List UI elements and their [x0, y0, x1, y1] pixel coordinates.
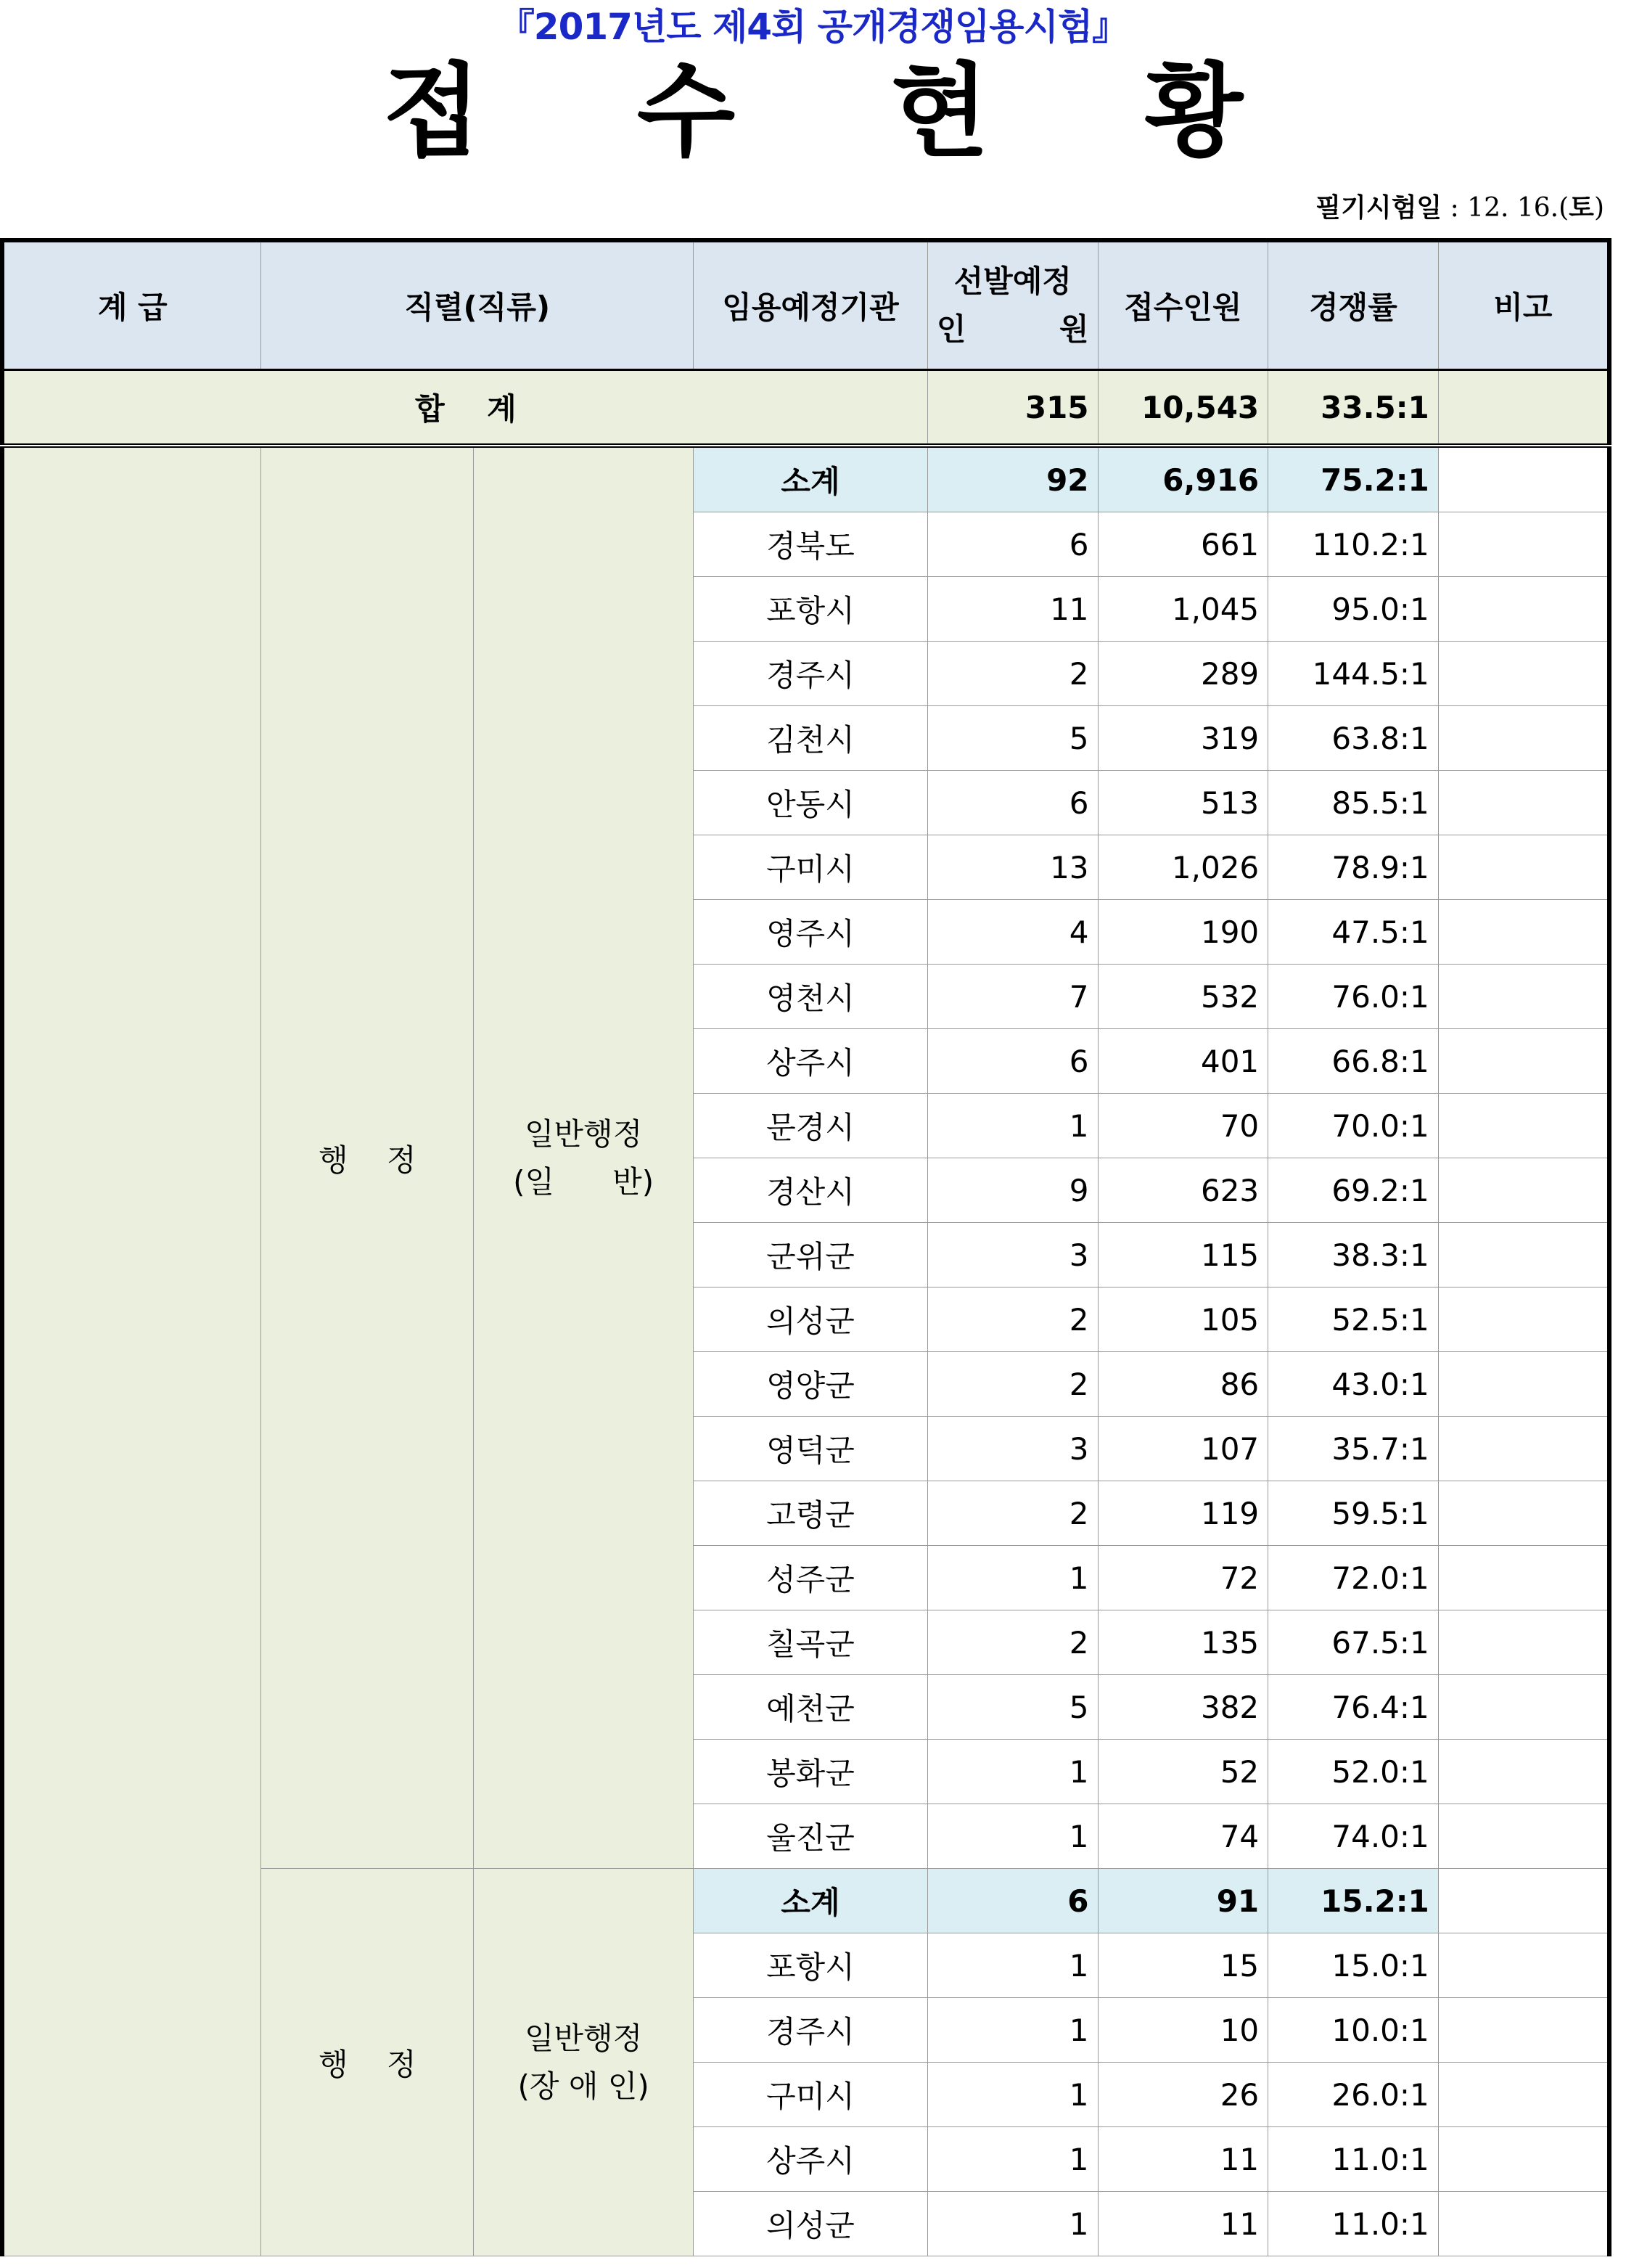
- total-remarks: [1438, 370, 1609, 446]
- agency-cell: 군위군: [694, 1223, 928, 1287]
- subtotal-label: 소계: [694, 446, 928, 512]
- applicants-cell: 135: [1098, 1610, 1268, 1675]
- remarks-cell: [1438, 2063, 1609, 2127]
- applicants-cell: 52: [1098, 1740, 1268, 1804]
- ratio-cell: 67.5:1: [1268, 1610, 1439, 1675]
- ratio-cell: 74.0:1: [1268, 1804, 1439, 1869]
- remarks-cell: [1438, 512, 1609, 577]
- planned-cell: 6: [927, 512, 1098, 577]
- ratio-cell: 43.0:1: [1268, 1352, 1439, 1417]
- planned-cell: 4: [927, 900, 1098, 965]
- ratio-cell: 38.3:1: [1268, 1223, 1439, 1287]
- applicants-cell: 382: [1098, 1675, 1268, 1740]
- ratio-cell: 78.9:1: [1268, 835, 1439, 900]
- col-header-remarks: 비고: [1438, 240, 1609, 370]
- document-title: [0, 53, 1626, 171]
- remarks-cell: [1438, 965, 1609, 1029]
- job-class-line1: 일반행정: [524, 1115, 643, 1152]
- col-header-position: 직렬(직류): [261, 240, 694, 370]
- remarks-cell: [1438, 1094, 1609, 1158]
- col-header-ratio: 경쟁률: [1268, 240, 1439, 370]
- agency-cell: 경주시: [694, 1998, 928, 2063]
- document-subtitle: 『2017년도 제4회 공개경쟁임용시험』: [498, 6, 1128, 48]
- applicants-cell: 115: [1098, 1223, 1268, 1287]
- agency-cell: 포항시: [694, 1933, 928, 1998]
- agency-cell: 상주시: [694, 1029, 928, 1094]
- series-cell: 행 정: [261, 446, 474, 1869]
- agency-cell: 영양군: [694, 1352, 928, 1417]
- exam-date-separator: :: [1442, 193, 1468, 223]
- agency-cell: 고령군: [694, 1481, 928, 1546]
- planned-cell: 3: [927, 1223, 1098, 1287]
- agency-cell: 영천시: [694, 965, 928, 1029]
- subtotal-remarks: [1438, 1869, 1609, 1933]
- job-class-line2: (일 반): [513, 1163, 654, 1200]
- remarks-cell: [1438, 1029, 1609, 1094]
- remarks-cell: [1438, 1933, 1609, 1998]
- remarks-cell: [1438, 577, 1609, 642]
- subtotal-applicants: 6,916: [1098, 446, 1268, 512]
- applicants-cell: 107: [1098, 1417, 1268, 1481]
- grade-cell: [2, 446, 261, 2256]
- remarks-cell: [1438, 642, 1609, 706]
- planned-cell: 11: [927, 577, 1098, 642]
- planned-cell: 1: [927, 1804, 1098, 1869]
- job-class-cell: [474, 1869, 694, 2256]
- table-header-row: [2, 240, 1609, 370]
- col-header-grade: 계 급: [2, 240, 261, 370]
- ratio-cell: 11.0:1: [1268, 2127, 1439, 2192]
- agency-cell: 의성군: [694, 1287, 928, 1352]
- remarks-cell: [1438, 1998, 1609, 2063]
- remarks-cell: [1438, 1481, 1609, 1546]
- ratio-cell: 63.8:1: [1268, 706, 1439, 771]
- total-row: [2, 370, 1609, 446]
- agency-cell: 울진군: [694, 1804, 928, 1869]
- col-header-planned-line1: 선발예정: [953, 263, 1072, 299]
- remarks-cell: [1438, 1546, 1609, 1610]
- agency-cell: 김천시: [694, 706, 928, 771]
- applicants-cell: 1,045: [1098, 577, 1268, 642]
- agency-cell: 안동시: [694, 771, 928, 835]
- total-applicants: 10,543: [1098, 370, 1268, 446]
- applicants-cell: 86: [1098, 1352, 1268, 1417]
- agency-cell: 영주시: [694, 900, 928, 965]
- job-class-line2: (장 애 인): [517, 2068, 649, 2104]
- agency-cell: 경주시: [694, 642, 928, 706]
- col-header-planned: [927, 240, 1098, 370]
- subtotal-planned: 92: [927, 446, 1098, 512]
- remarks-cell: [1438, 1352, 1609, 1417]
- col-header-planned-line2: 인 원: [936, 311, 1089, 347]
- ratio-cell: 66.8:1: [1268, 1029, 1439, 1094]
- planned-cell: 1: [927, 1998, 1098, 2063]
- remarks-cell: [1438, 771, 1609, 835]
- ratio-cell: 72.0:1: [1268, 1546, 1439, 1610]
- applicants-cell: 1,026: [1098, 835, 1268, 900]
- agency-cell: 문경시: [694, 1094, 928, 1158]
- title-char: 현: [890, 53, 990, 171]
- planned-cell: 5: [927, 1675, 1098, 1740]
- agency-cell: 영덕군: [694, 1417, 928, 1481]
- ratio-cell: 70.0:1: [1268, 1094, 1439, 1158]
- subtotal-ratio: 15.2:1: [1268, 1869, 1439, 1933]
- ratio-cell: 15.0:1: [1268, 1933, 1439, 1998]
- remarks-cell: [1438, 1158, 1609, 1223]
- remarks-cell: [1438, 1804, 1609, 1869]
- planned-cell: 6: [927, 1029, 1098, 1094]
- agency-cell: 칠곡군: [694, 1610, 928, 1675]
- applicants-cell: 74: [1098, 1804, 1268, 1869]
- total-ratio: 33.5:1: [1268, 370, 1439, 446]
- subtotal-row: [2, 446, 1609, 512]
- agency-cell: 경산시: [694, 1158, 928, 1223]
- col-header-applicants: 접수인원: [1098, 240, 1268, 370]
- applicants-cell: 319: [1098, 706, 1268, 771]
- applicants-cell: 15: [1098, 1933, 1268, 1998]
- planned-cell: 2: [927, 1610, 1098, 1675]
- title-char: 황: [1144, 53, 1244, 171]
- agency-cell: 봉화군: [694, 1740, 928, 1804]
- remarks-cell: [1438, 1417, 1609, 1481]
- applicants-cell: 401: [1098, 1029, 1268, 1094]
- total-planned: 315: [927, 370, 1098, 446]
- ratio-cell: 52.0:1: [1268, 1740, 1439, 1804]
- planned-cell: 2: [927, 1352, 1098, 1417]
- ratio-cell: 110.2:1: [1268, 512, 1439, 577]
- title-char: 수: [636, 53, 736, 171]
- subtotal-ratio: 75.2:1: [1268, 446, 1439, 512]
- ratio-cell: 26.0:1: [1268, 2063, 1439, 2127]
- agency-cell: 포항시: [694, 577, 928, 642]
- applicants-cell: 661: [1098, 512, 1268, 577]
- exam-date-paren-close: ): [1593, 193, 1604, 223]
- ratio-cell: 10.0:1: [1268, 1998, 1439, 2063]
- planned-cell: 1: [927, 1933, 1098, 1998]
- applicants-cell: 26: [1098, 2063, 1268, 2127]
- ratio-cell: 144.5:1: [1268, 642, 1439, 706]
- applicants-cell: 623: [1098, 1158, 1268, 1223]
- exam-date-day: 토: [1569, 193, 1594, 223]
- planned-cell: 6: [927, 771, 1098, 835]
- applicants-cell: 10: [1098, 1998, 1268, 2063]
- planned-cell: 2: [927, 642, 1098, 706]
- job-class-line1: 일반행정: [524, 2020, 643, 2056]
- planned-cell: 9: [927, 1158, 1098, 1223]
- applicants-cell: 289: [1098, 642, 1268, 706]
- remarks-cell: [1438, 835, 1609, 900]
- planned-cell: 1: [927, 1740, 1098, 1804]
- remarks-cell: [1438, 1610, 1609, 1675]
- exam-date-label: 필기시험일: [1315, 193, 1442, 223]
- applicants-cell: 105: [1098, 1287, 1268, 1352]
- subtotal-applicants: 91: [1098, 1869, 1268, 1933]
- subtotal-label: 소계: [694, 1869, 928, 1933]
- planned-cell: 7: [927, 965, 1098, 1029]
- planned-cell: 2: [927, 1287, 1098, 1352]
- applicants-cell: 532: [1098, 965, 1268, 1029]
- application-status-table: [0, 238, 1611, 2256]
- remarks-cell: [1438, 1287, 1609, 1352]
- ratio-cell: 76.0:1: [1268, 965, 1439, 1029]
- planned-cell: 1: [927, 2192, 1098, 2256]
- applicants-cell: 11: [1098, 2127, 1268, 2192]
- series-cell: 행 정: [261, 1869, 474, 2256]
- title-char: 접: [382, 53, 482, 171]
- agency-cell: 예천군: [694, 1675, 928, 1740]
- exam-date-paren-open: (: [1559, 193, 1569, 223]
- ratio-cell: 76.4:1: [1268, 1675, 1439, 1740]
- ratio-cell: 59.5:1: [1268, 1481, 1439, 1546]
- planned-cell: 13: [927, 835, 1098, 900]
- subtotal-remarks: [1438, 446, 1609, 512]
- remarks-cell: [1438, 2127, 1609, 2192]
- planned-cell: 1: [927, 1094, 1098, 1158]
- remarks-cell: [1438, 1740, 1609, 1804]
- ratio-cell: 95.0:1: [1268, 577, 1439, 642]
- planned-cell: 2: [927, 1481, 1098, 1546]
- ratio-cell: 11.0:1: [1268, 2192, 1439, 2256]
- exam-date-value: 12. 16.: [1467, 193, 1559, 223]
- remarks-cell: [1438, 706, 1609, 771]
- ratio-cell: 69.2:1: [1268, 1158, 1439, 1223]
- agency-cell: 경북도: [694, 512, 928, 577]
- ratio-cell: 47.5:1: [1268, 900, 1439, 965]
- planned-cell: 3: [927, 1417, 1098, 1481]
- remarks-cell: [1438, 1675, 1609, 1740]
- agency-cell: 성주군: [694, 1546, 928, 1610]
- applicants-cell: 190: [1098, 900, 1268, 965]
- ratio-cell: 52.5:1: [1268, 1287, 1439, 1352]
- planned-cell: 1: [927, 2127, 1098, 2192]
- ratio-cell: 35.7:1: [1268, 1417, 1439, 1481]
- subtotal-planned: 6: [927, 1869, 1098, 1933]
- planned-cell: 5: [927, 706, 1098, 771]
- agency-cell: 의성군: [694, 2192, 928, 2256]
- applicants-cell: 11: [1098, 2192, 1268, 2256]
- remarks-cell: [1438, 1223, 1609, 1287]
- planned-cell: 1: [927, 1546, 1098, 1610]
- agency-cell: 상주시: [694, 2127, 928, 2192]
- remarks-cell: [1438, 2192, 1609, 2256]
- total-label: 합 계: [2, 370, 927, 446]
- col-header-agency: 임용예정기관: [694, 240, 928, 370]
- applicants-cell: 72: [1098, 1546, 1268, 1610]
- applicants-cell: 70: [1098, 1094, 1268, 1158]
- exam-date: [1315, 190, 1604, 226]
- agency-cell: 구미시: [694, 835, 928, 900]
- applicants-cell: 513: [1098, 771, 1268, 835]
- remarks-cell: [1438, 900, 1609, 965]
- ratio-cell: 85.5:1: [1268, 771, 1439, 835]
- applicants-cell: 119: [1098, 1481, 1268, 1546]
- agency-cell: 구미시: [694, 2063, 928, 2127]
- planned-cell: 1: [927, 2063, 1098, 2127]
- job-class-cell: [474, 446, 694, 1869]
